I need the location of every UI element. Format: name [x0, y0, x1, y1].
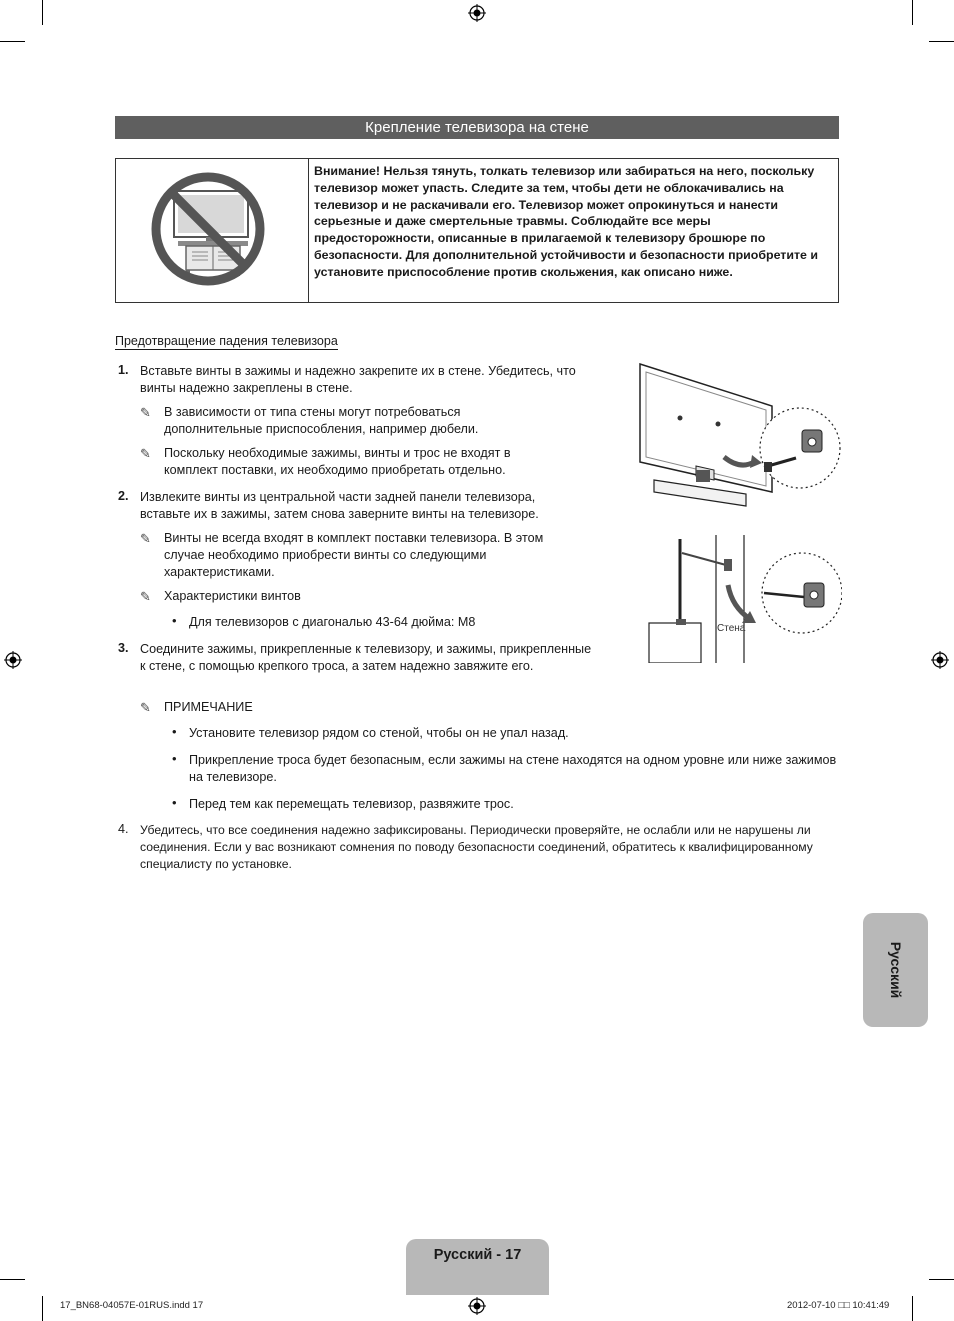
bullet-dot: •: [172, 613, 177, 628]
language-tab-label: Русский: [887, 941, 904, 999]
step-bullet: Для телевизоров с диагональю 43-64 дюйма: M8: [189, 615, 476, 629]
tv-wall-side-figure: [646, 535, 842, 663]
step-text: Извлеките винты из центральной части задней панели телевизора, вставьте их в зажимы, затем снова заверните винты на телевизоре.: [140, 490, 539, 522]
note-pencil-icon: ✎: [140, 531, 151, 546]
step-number: 2.: [118, 489, 129, 503]
bullet-dot: •: [172, 724, 177, 739]
step-note: Характеристики винтов: [164, 589, 301, 603]
step-note: Винты не всегда входят в комплект поставки телевизора. В этом случае необходимо приобрести винты со следующими характеристиками.: [164, 531, 544, 580]
step-bullet: Установите телевизор рядом со стеной, чтобы он не упал назад.: [189, 726, 569, 740]
step-text: Вставьте винты в зажимы и надежно закрепите их в стене. Убедитесь, что винты надежно закреплены в стене.: [140, 364, 576, 396]
warning-text: Внимание! Нельзя тянуть, толкать телевизор или забираться на него, поскольку телевизор может упасть. Следите за тем, чтобы дети не облокачивались на телевизор и не раскачивали его. Телевизор может опрокинуться и нанести серьезные и даже смертельные травмы. Соблюдайте все меры предосторожности, описанные в прилагаемой к телевизору брошюре по безопасности. Для дополнительной устойчивости и безопасности приобретите и установите приспособление против скольжения, как описано ниже.: [314, 164, 819, 279]
step-note: ПРИМЕЧАНИЕ: [164, 700, 253, 714]
no-climbing-tv-icon: [116, 159, 308, 302]
step-note: В зависимости от типа стены могут потребоваться дополнительные приспособления, например дюбели.: [164, 405, 479, 437]
crop-mark: [929, 41, 954, 42]
note-pencil-icon: ✎: [140, 700, 151, 715]
step-bullet: Перед тем как перемещать телевизор, развяжите трос.: [189, 797, 514, 811]
tv-back-clamp-figure: [636, 362, 842, 522]
crop-mark: [912, 1296, 913, 1321]
registration-mark-icon: [468, 4, 486, 22]
wall-label: Стена: [717, 623, 746, 634]
footer-date: 2012-07-10 □□ 10:41:49: [787, 1300, 890, 1311]
warning-box: [115, 158, 839, 303]
page-number-tab: [406, 1239, 549, 1295]
crop-mark: [929, 1279, 954, 1280]
note-pencil-icon: ✎: [140, 446, 151, 461]
language-tab: [863, 913, 928, 1027]
crop-mark: [0, 1279, 25, 1280]
step-text: Убедитесь, что все соединения надежно зафиксированы. Периодически проверяйте, не ослабли или не нарушены ли соединения. Если у вас возникают сомнения по поводу безопасности соединений, обратитесь к квалифицированному специалисту по установке.: [140, 823, 813, 872]
crop-mark: [42, 0, 43, 25]
footer-file: 17_BN68-04057E-01RUS.indd 17: [60, 1300, 204, 1311]
crop-mark: [912, 0, 913, 25]
warning-image-cell: [116, 159, 309, 302]
step-number: 1.: [118, 363, 129, 377]
step-text: Соедините зажимы, прикрепленные к телевизору, и зажимы, прикрепленные к стене, с помощью крепкого троса, а затем надежно завяжите его.: [140, 642, 592, 674]
bullet-dot: •: [172, 795, 177, 810]
step-number: 4.: [118, 822, 129, 836]
step-number: 3.: [118, 641, 129, 655]
subsection-title: Предотвращение падения телевизора: [115, 334, 338, 348]
section-title: Крепление телевизора на стене: [115, 116, 839, 139]
note-pencil-icon: ✎: [140, 405, 151, 420]
note-pencil-icon: ✎: [140, 589, 151, 604]
page-number: Русский - 17: [433, 1247, 522, 1263]
step-note: Поскольку необходимые зажимы, винты и трос не входят в комплект поставки, их необходимо приобретать отдельно.: [164, 446, 511, 478]
registration-mark-icon: [468, 1297, 486, 1315]
registration-mark-icon: [931, 651, 949, 669]
crop-mark: [0, 41, 25, 42]
step-bullet: Прикрепление троса будет безопасным, если зажимы на стене находятся на одном уровне или ниже зажимов на телевизоре.: [189, 753, 837, 785]
crop-mark: [42, 1296, 43, 1321]
bullet-dot: •: [172, 751, 177, 766]
registration-mark-icon: [4, 651, 22, 669]
